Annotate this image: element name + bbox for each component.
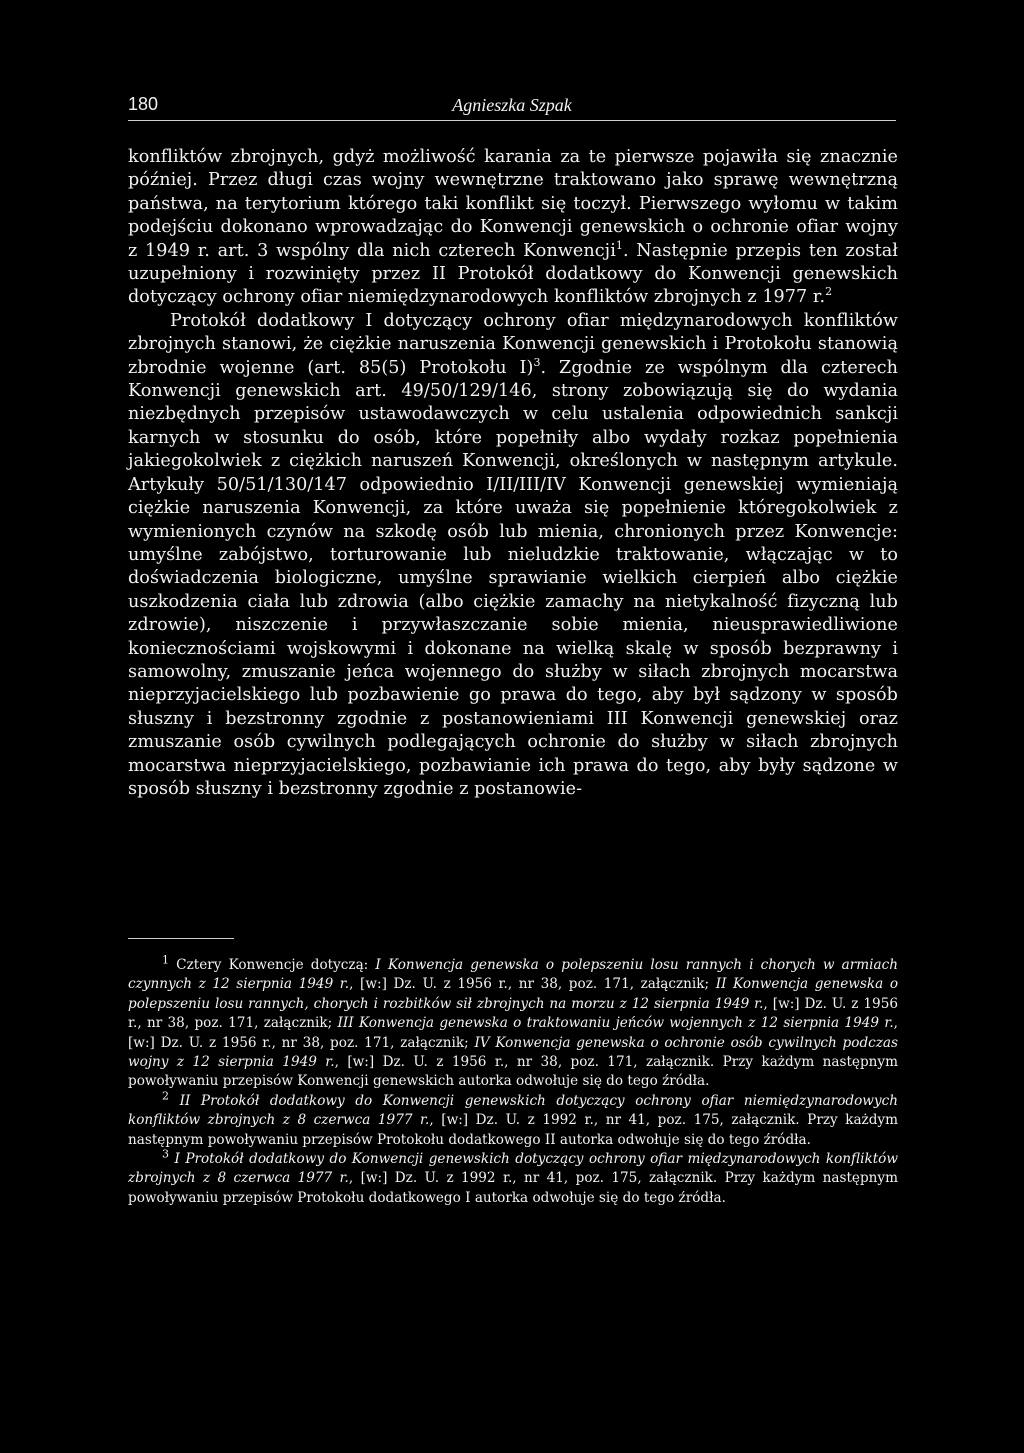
- footnote-ref-1[interactable]: 1: [615, 238, 623, 252]
- footnotes: [128, 953, 899, 1208]
- footnote-separator: [128, 938, 234, 939]
- paragraph-2-text-a: Protokół dodatkowy I dotyczący ochrony ofiar międzynarodowych konfliktów zbrojnych stanowi, że ciężkie naruszenia Konwencji genewskich i Protokołu stanowią zbrodnie wojenne (art. 85(5) Protokołu I): [128, 310, 898, 378]
- page-number: 180: [128, 94, 159, 114]
- footnote-1-text-d: , [w:] Dz. U. z 1956 r., nr 38, poz. 171, załącznik;: [128, 1015, 898, 1051]
- paragraph-2: [128, 310, 898, 802]
- paragraph-1: [128, 146, 898, 310]
- footnote-1-number: 1: [162, 953, 169, 967]
- footnote-ref-3[interactable]: 3: [533, 355, 541, 369]
- footnote-3-number: 3: [162, 1147, 169, 1161]
- footnote-2-number: 2: [162, 1089, 169, 1103]
- paragraph-2-text-b: . Zgodnie ze wspólnym dla czterech Konwencji genewskich art. 49/50/129/146, strony zobowiązują się do wydania niezbędnych przepisów ustawodawczych w celu ustalenia odpowiednich sankcji karnych w stosunku do osób, które popełniły albo wydały rozkaz popełnienia jakiegokolwiek z ciężkich naruszeń Konwencji, określonych w następnym artykule. Artykuły 50/51/130/147 odpowiednio I/II/III/IV Konwencji genewskiej wymieniają ciężkie naruszenia Konwencji, za które uważa się popełnienie któregokolwiek z wymienionych czynów na szkodę osób lub mienia, chronionych przez Konwencje: umyślne zabójstwo, torturowanie lub nieludzkie traktowanie, włączając w to doświadczenia biologiczne, umyślne sprawianie wielkich cierpień albo ciężkie uszkodzenia ciała lub zdrowia (albo ciężkie zamachy na nietykalność fizyczną lub zdrowie), niszczenie i przywłaszczanie sobie mienia, nieusprawiedliwione koniecznościami wojskowymi i dokonane na wielką skalę w sposób bezprawny i samowolny, zmuszanie jeńca wojennego do służby w siłach zbrojnych mocarstwa nieprzyjacielskiego lub pozbawienie go prawa do tego, aby był sądzony w sposób słuszny i bezstronny zgodnie z postanowieniami III Konwencji genewskiej oraz zmuszanie osób cywilnych podlegających ochronie do służby w siłach zbrojnych mocarstwa nieprzyjacielskiego, pozbawianie ich prawa do tego, aby były sądzone w sposób słuszny i bezstronny zgodnie z postanowie-: [128, 357, 898, 799]
- footnote-2-text: , [w:] Dz. U. z 1992 r., nr 41, poz. 175, załącznik. Przy każdym następnym powoływaniu przepisów Protokołu dodatkowego II autorka odwołuje się do tego źródła.: [128, 1112, 898, 1148]
- footnote-1-title-1: I Konwencja genewska o polepszeniu losu rannych i chorych w armiach czynnych z 12 sierpnia 1949 r.: [128, 957, 898, 993]
- paragraph-1-text-b: . Następnie przepis ten został uzupełniony i rozwinięty przez II Protokół dodatkowy do Konwencji genewskich dotyczący ochrony ofiar niemiędzynarodowych konfliktów zbrojnych z 1977 r.: [128, 240, 899, 308]
- running-head-author: Agnieszka Szpak: [452, 95, 572, 115]
- page-header: [128, 92, 896, 121]
- footnote-3-text: , [w:] Dz. U. z 1992 r., nr 41, poz. 175, załącznik. Przy każdym następnym powoływaniu przepisów Protokołu dodatkowego I autorka odwołuje się do tego źródła.: [128, 1170, 898, 1206]
- footnote-1-text-a: Cztery Konwencje dotyczą:: [176, 957, 376, 973]
- footnote-1-title-2: II Konwencja genewska o polepszeniu losu rannych, chorych i rozbitków sił zbrojnych na morzu z 12 sierpnia 1949 r.: [128, 976, 899, 1012]
- footnote-1: [128, 953, 899, 1092]
- footnote-3: [128, 1147, 898, 1208]
- main-text: [128, 146, 898, 801]
- footnote-1-title-3: III Konwencja genewska o traktowaniu jeńców wojennych z 12 sierpnia 1949 r.: [337, 1015, 894, 1032]
- footnote-2-title: II Protokół dodatkowy do Konwencji genewskich dotyczący ochrony ofiar niemiędzynarodowych konfliktów zbrojnych z 8 czerwca 1977 r.: [128, 1092, 898, 1129]
- footnote-ref-2[interactable]: 2: [825, 285, 833, 299]
- paragraph-1-text-a: konfliktów zbrojnych, gdyż możliwość karania za te pierwsze pojawiła się znacznie później. Przez długi czas wojny wewnętrzne traktowano jako sprawę wewnętrzną państwa, na terytorium którego taki konflikt się toczył. Pierwszego wyłomu w takim podejściu dokonano wprowadzając do Konwencji genewskich o ochronie ofiar wojny z 1949 r. art. 3 wspólny dla nich czterech Konwencji: [128, 147, 898, 261]
- footnote-1-text-e: , [w:] Dz. U. z 1956 r., nr 38, poz. 171, załącznik. Przy każdym następnym powoływaniu przepisów Konwencji genewskich autorka odwołuje się do tego źródła.: [128, 1054, 899, 1090]
- footnote-2: [128, 1089, 898, 1150]
- footnote-1-text-c: , [w:] Dz. U. z 1956 r., nr 38, poz. 171, załącznik;: [128, 995, 898, 1032]
- footnote-1-title-4: IV Konwencja genewska o ochronie osób cywilnych podczas wojny z 12 sierpnia 1949 r.: [128, 1034, 898, 1071]
- footnote-1-text-b: , [w:] Dz. U. z 1956 r., nr 38, poz. 171, załącznik;: [349, 976, 716, 993]
- footnote-3-title: I Protokół dodatkowy do Konwencji genewskich dotyczący ochrony ofiar międzynarodowych konfliktów zbrojnych z 8 czerwca 1977 r.: [128, 1151, 898, 1187]
